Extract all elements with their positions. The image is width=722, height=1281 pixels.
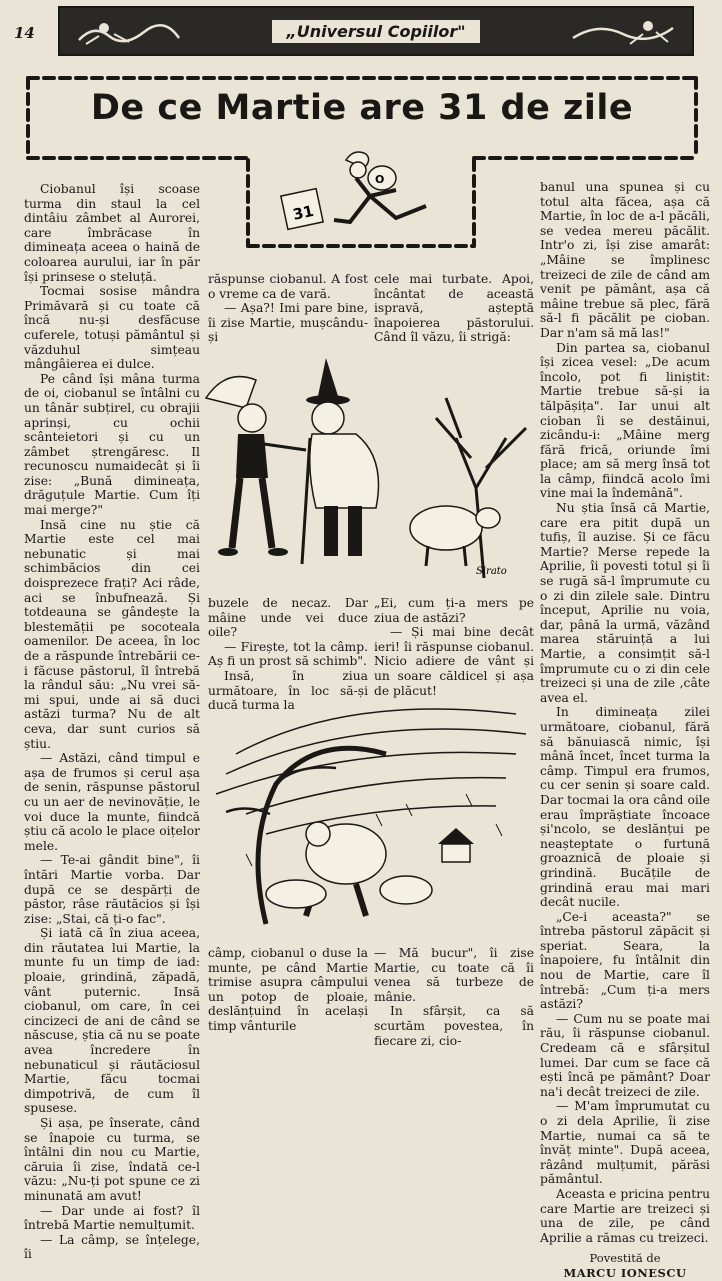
paragraph: — M'am împrumutat cu o zi dela Aprilie, îi zise Martie, numai ca să te învăț minte". După aceea, râzând mulțumit, părăsi pământul. xyxy=(540,1099,710,1187)
paragraph: — Mă bucur", îi zise Martie, cu toate că îi venea să turbeze de mânie. xyxy=(374,946,534,1004)
text-column-right xyxy=(540,180,710,1281)
paragraph: — Firește, tot la câmp. Aș fi un prost să schimb". xyxy=(208,639,368,669)
paragraph: Și așa, pe înserate, când se înapoie cu turma, se întâlni din nou cu Martie, căruia îi zise, îndată ce-l văzu: „Nu-ți pot spune ce zi minunată am avut! xyxy=(24,1116,200,1203)
paragraph: Nu știa însă că Martie, care era pitit după un tufiș, îl auzise. Și ce făcu Martie? Merse repede la Aprilie, îi povesti totul și îi se rugă să-l împrumute cu o zi din zilele sale. Dintru început, Aprilie nu voia, dar, până la urmă, văzând marea stăruință a lui Martie, a consimțit să-l împrumute cu o zi din cele treizeci și una de zile ,câte avea el. xyxy=(540,501,710,705)
paragraph: In sfârșit, ca să scurtăm povestea, în fiecare zi, cio- xyxy=(374,1004,534,1048)
illustrator-signature: Sirato xyxy=(476,566,507,577)
paragraph: — Dar unde ai fost? îl întrebă Martie nemulțumit. xyxy=(24,1203,200,1233)
paragraph: — Te-ai gândit bine", îi întări Martie vorba. Dar după ce se despărți de păstor, râse răutăcios și își zise: „Stai, că ți-o fac". xyxy=(24,853,200,926)
running-march-illustration xyxy=(246,130,476,248)
text-middle-mid-b xyxy=(374,596,534,698)
text-middle-top-a xyxy=(208,272,368,345)
magazine-title: „Universul Copiilor" xyxy=(272,20,479,43)
svg-text:O: O xyxy=(375,173,385,186)
paragraph: — Așa?! Imi pare bine, îi zise Martie, mușcându-și xyxy=(208,301,368,345)
paragraph: câmp, ciobanul o duse la munte, pe când Martie trimise asupra câmpului un potop de ploaie, deslănțuind în același timp vânturile xyxy=(208,946,368,1033)
calendar-number: 31 xyxy=(291,201,316,224)
paragraph: In dimineața zilei următoare, ciobanul, fără să bănuiască nimic, își mână încet, încet turma la câmp. Timpul era frumos, cu cer senin și soare cald. Dar tocmai la ora când oile erau împrăștiate încoace și'ncolo, se deslănțui pe neașteptate o furtună groaznică de ploaie și grindină. Bucățile de grindină erau mai mari decât nucile. xyxy=(540,705,710,910)
paragraph: buzele de necaz. Dar mâine unde vei duce oile? xyxy=(208,596,368,640)
paragraph: Și iată că în ziua aceea, din răutatea lui Martie, la munte fu un timp de iad: ploaie, grindină, zăpadă, vânt puternic. Insă ciobanul, om care, în cei cincizeci de ani de când se născuse, știa că nu se poate avea încredere în nebunaticul și răutăciosul Martie, făcu tocmai dimpotrivă, de cum îl spusese. xyxy=(24,926,200,1116)
text-column-left xyxy=(24,182,200,1262)
paragraph: Tocmai sosise mândra Primăvară și cu toate că încă nu-și desfăcuse cuferele, totuși pământul și văzduhul simțeau mângâierea ei dulce. xyxy=(24,284,200,372)
paragraph: Ciobanul își scoase turma din staul la cel dintâiu zâmbet al Aurorei, care îmbrăcase în dimineața aceea o haină de coloarea aurului, iar în păr își prinsese o steluță. xyxy=(24,182,200,284)
paragraph: banul una spunea și cu totul alta făcea, așa că Martie, în loc de a-l păcăli, se vedea mereu păcălit. Intr'o zi, își zise amarât: „Mâine se împlinesc treizeci de zile de când am venit pe pământ, așa că mâine trebue să plec, fără să-l fi păcălit pe cioban. Dar n'am să mă las!" xyxy=(540,180,710,340)
paragraph: — Cum nu se poate mai rău, îi răspunse ciobanul. Credeam că e sfârșitul lumei. Dar cum se face că ești încă pe pământ? Doar na'i decât treizeci de zile. xyxy=(540,1011,710,1099)
signature-label: Povestită de xyxy=(589,1251,661,1266)
paragraph: răspunse ciobanul. A fost o vreme ca de vară. xyxy=(208,272,368,301)
text-middle-top-b xyxy=(374,272,534,345)
magazine-banner xyxy=(58,6,694,56)
shepherd-meeting-illustration xyxy=(206,338,536,590)
paragraph: Insă cine nu știe că Martie este cel mai nebunatic și mai schimbăcios din cei doisprezece frați? Aci râde, aci se înbufnează. Și totdeauna se gândește la blestemății pe socoteala oamenilor. De aceea, în loc de a răspunde întrebării ce-i făcuse păstorul, îl întrebă la rândul său: „Nu vrei să-mi spui, unde ai să duci astăzi turma? Nu de alt ceva, dar sunt curios să știu. xyxy=(24,517,200,751)
banner-right-figure-icon xyxy=(568,14,678,50)
paragraph: Pe când își mâna turma de oi, ciobanul se întâlni cu un tânăr subțirel, cu obrajii aprinși, cu ochii scânteietori și cu un zâmbet ștrengăresc. Il recunoscu numaidecât și îi zise: „Bună dimineața, drăguțule Martie. Cum îți mai merge?" xyxy=(24,371,200,518)
paragraph: „Ei, cum ți-a mers pe ziua de astăzi? xyxy=(374,596,534,625)
paragraph: Din partea sa, ciobanul își zicea vesel: „De acum încolo, pot fi liniștit: Martie trebue să-și ia tălpășița". Iar unui alt cioban îi se destăinui, zicându-i: „Mâine merg fără frică, oriunde îmi place; am să merg însă tot la câmp, fiindcă acolo îmi vine mai la îndemână". xyxy=(540,340,710,501)
paragraph: — Astăzi, când timpul e așa de frumos și cerul așa de senin, răspunse păstorul cu un aer de nevinovăție, le voi duce la munte, fiindcă știu că acolo le place oițelor mele. xyxy=(24,751,200,853)
storm-illustration xyxy=(206,694,536,940)
paragraph: „Ce-i aceasta?" se întreba păstorul zăpăcit și speriat. Seara, la înapoiere, fu întâlnit din nou de Martie, care îl întrebă: „Cum ți-a mers astăzi? xyxy=(540,909,710,1012)
paragraph: cele mai turbate. Apoi, încântat de această ispravă, așteptă înapoierea păstorului. Când îl văzu, îi strigă: xyxy=(374,272,534,345)
author-name: MARCU IONESCU xyxy=(563,1265,687,1280)
text-middle-bottom-a xyxy=(208,946,368,1034)
paragraph: — Și mai bine decât ieri! îi răspunse ciobanul. Nicio adiere de vânt și un soare căldicel și așa de plăcut! xyxy=(374,625,534,698)
paragraph: Aceasta e pricina pentru care Martie are treizeci și una de zile, pe când Aprilie a rămas cu treizeci. xyxy=(540,1186,710,1245)
page-title: De ce Martie are 31 de zile xyxy=(90,88,634,128)
paragraph: Insă, în ziua următoare, în loc să-și ducă turma la xyxy=(208,668,368,713)
paragraph: — La câmp, se înțelege, îi xyxy=(24,1232,200,1262)
page-number: 14 xyxy=(14,24,35,42)
text-middle-bottom-b xyxy=(374,946,534,1048)
banner-left-figure-icon xyxy=(74,14,184,50)
